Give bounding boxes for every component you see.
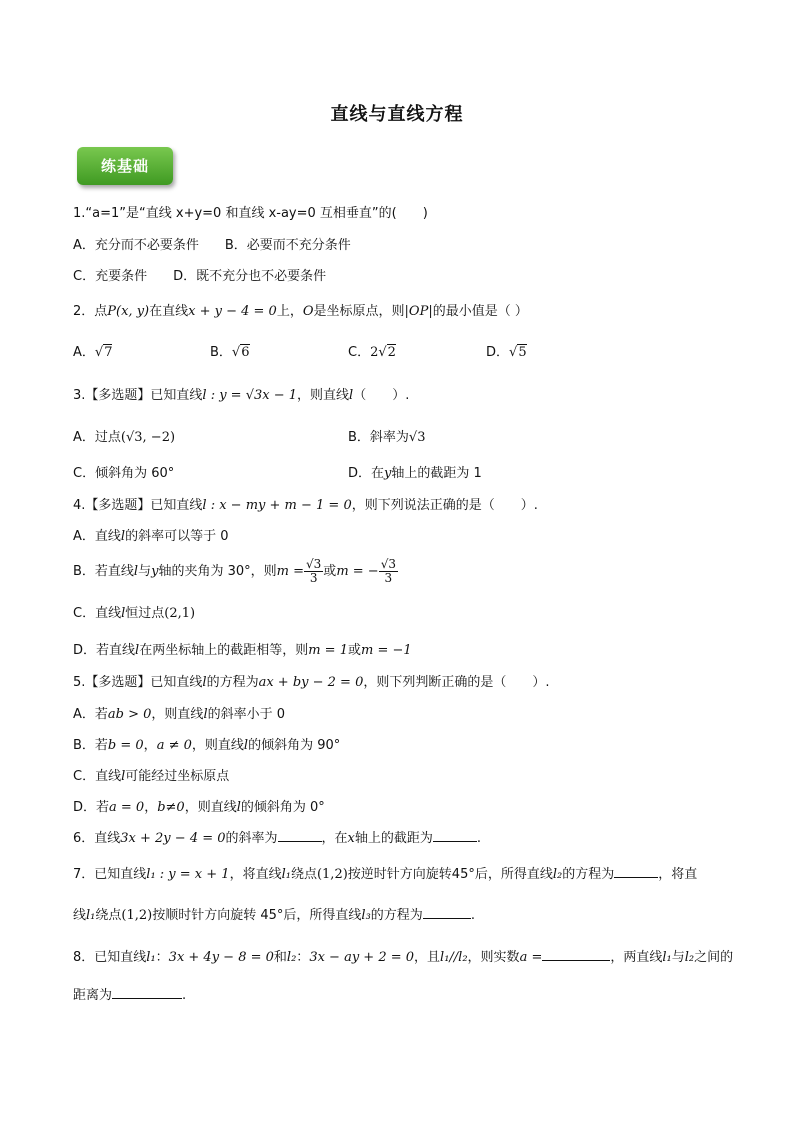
- q3-text: 3.【多选题】已知直线: [73, 388, 203, 403]
- line-symbol: l₁: [146, 950, 156, 965]
- option-text: ，则直线: [151, 707, 204, 722]
- option-value: 6: [241, 345, 250, 360]
- line-symbol: l₁: [662, 950, 672, 965]
- q7-text: 绕点: [95, 908, 122, 923]
- q2-line: x + y − 4 = 0: [188, 304, 277, 319]
- answer-blank[interactable]: [112, 998, 182, 999]
- option-text: ，: [143, 738, 157, 753]
- q3-option-d: [348, 467, 482, 480]
- q5-option-b: [73, 739, 340, 752]
- answer-blank[interactable]: [433, 841, 477, 842]
- fraction-numerator: √3: [306, 557, 322, 571]
- option-label: D．: [486, 345, 510, 360]
- condition: b≠0: [157, 800, 185, 815]
- option-text: A．若: [73, 707, 108, 722]
- q8-text: ，两直线: [610, 950, 663, 965]
- parallel-condition: l₁//l₂: [440, 950, 468, 965]
- q8-text: 和: [273, 950, 287, 965]
- q4-equation: l : x − my + m − 1 = 0: [202, 498, 352, 513]
- line-symbol: l: [120, 529, 126, 544]
- fraction-denominator: 3: [384, 571, 393, 586]
- q3-equation: l : y = √3x − 1: [202, 388, 298, 403]
- q2-option-a: A．√7: [73, 345, 113, 360]
- section-badge: 练基础: [77, 147, 173, 185]
- q4-text: 4.【多选题】已知直线: [73, 498, 203, 513]
- option-text: 或: [347, 643, 361, 658]
- q2-text: 在直线: [149, 304, 189, 319]
- line-symbol: l: [243, 738, 249, 753]
- q5-equation: ax + by − 2 = 0: [258, 675, 364, 690]
- axis-symbol: x: [347, 831, 355, 846]
- answer-blank[interactable]: [278, 841, 322, 842]
- line-symbol: l: [121, 606, 126, 621]
- q2-text: 2．点: [73, 304, 108, 319]
- q6-text: 的斜率为: [225, 831, 278, 846]
- q3-stem: [73, 389, 409, 402]
- line-symbol: l: [203, 707, 208, 722]
- q8-text: 8．已知直线: [73, 950, 147, 965]
- q8-text: 与: [671, 950, 685, 965]
- q7-text: 按顺时针方向旋转 45°后，所得直线: [152, 908, 362, 923]
- page-title: 直线与直线方程: [330, 104, 464, 125]
- option-text: ，则直线: [191, 738, 244, 753]
- q3-option-b: [348, 431, 425, 444]
- option-text: B．若: [73, 738, 108, 753]
- q7-line-2: [73, 909, 475, 922]
- line-symbol: l₂: [286, 950, 297, 965]
- q1-options-cd: C．充要条件 D．既不充分也不必要条件: [73, 269, 327, 284]
- q7-text: 按逆时针方向旋转45°后，所得直线: [347, 867, 553, 882]
- q2-option-b: B．√6: [210, 345, 250, 360]
- q7-text: 的方程为: [370, 908, 423, 923]
- option-text: D．在: [348, 466, 385, 481]
- axis-symbol: y: [384, 466, 392, 481]
- option-text: 的斜率可以等于 0: [125, 529, 229, 544]
- q6-equation: 3x + 2y − 4 = 0: [120, 831, 226, 846]
- option-text: 的斜率小于 0: [207, 707, 286, 722]
- point: (1,2): [316, 867, 348, 882]
- answer-blank[interactable]: [423, 918, 471, 919]
- line-symbol: l: [133, 564, 139, 580]
- line-symbol: l₁: [86, 908, 96, 923]
- q3-text: （ ）.: [353, 388, 410, 403]
- q8-text: ：: [155, 950, 169, 965]
- option-point: (√3, −2): [120, 430, 176, 445]
- axis-symbol: y: [151, 564, 159, 580]
- q2-text: 是坐标原点，则: [313, 304, 405, 319]
- option-text: ，则直线: [184, 800, 237, 815]
- q6-text: 6．直线: [73, 831, 121, 846]
- option-text: 轴的夹角为 30°，则: [158, 564, 277, 580]
- q4-option-c: [73, 607, 195, 620]
- line-symbol: l₂: [552, 867, 563, 882]
- m-value: m = 1: [308, 643, 348, 658]
- q4-option-b: [73, 558, 398, 585]
- q7-text: 的方程为: [562, 867, 615, 882]
- q7-text: .: [470, 908, 475, 923]
- q8-text: 距离为: [73, 988, 113, 1003]
- fraction: [379, 558, 398, 585]
- q6-text: ，在: [321, 831, 348, 846]
- q2-point: P(x, y): [107, 304, 150, 319]
- q8-text: ，则实数: [467, 950, 520, 965]
- q2-distance: |OP|: [404, 304, 433, 319]
- q6-stem: [73, 832, 481, 845]
- q8-equation: 3x + 4y − 8 = 0: [168, 950, 274, 965]
- option-text: C．直线: [73, 606, 122, 621]
- line-symbol: l: [236, 800, 241, 815]
- q7-text: 7．已知直线: [73, 867, 147, 882]
- q4-stem: [73, 499, 538, 512]
- option-text: B．斜率为: [348, 430, 409, 445]
- line-symbol: l₂: [684, 950, 695, 965]
- condition: ab > 0: [107, 707, 152, 722]
- q2-origin: O: [302, 304, 314, 319]
- q8-equation: 3x − ay + 2 = 0: [309, 950, 415, 965]
- q7-text: 绕点: [290, 867, 317, 882]
- option-value: 7: [104, 345, 113, 360]
- option-text: A．过点: [73, 430, 121, 445]
- q5-text: ，则下列判断正确的是（ ）.: [363, 675, 550, 690]
- option-label: B．: [210, 345, 232, 360]
- q8-text: 之间的: [694, 950, 734, 965]
- q8-text: .: [182, 988, 187, 1003]
- q5-text: 的方程为: [206, 675, 259, 690]
- q3-option-c: C．倾斜角为 60°: [73, 466, 175, 481]
- option-text: A．直线: [73, 529, 121, 544]
- q3-line-symbol: l: [349, 388, 354, 403]
- m-value: m = −1: [360, 643, 412, 658]
- fraction-denominator: 3: [309, 571, 318, 586]
- line-symbol: l₁: [281, 867, 291, 882]
- option-text: 轴上的截距为 1: [391, 466, 482, 481]
- option-text: C．直线: [73, 769, 122, 784]
- option-text: 恒过点: [125, 606, 165, 621]
- q5-option-a: [73, 708, 285, 721]
- q2-text: 的最小值是（ ）: [432, 304, 528, 319]
- q2-option-c: C．2√2: [348, 345, 396, 360]
- option-text: 的倾斜角为 0°: [240, 800, 325, 815]
- option-text: D．若直线: [73, 643, 136, 658]
- line-symbol: l₃: [361, 908, 371, 923]
- line-symbol: l: [135, 643, 140, 658]
- condition: a ≠ 0: [156, 738, 192, 753]
- option-text: B．若直线: [73, 564, 134, 580]
- option-coef: 2: [370, 345, 379, 360]
- option-text: ，: [144, 800, 158, 815]
- q1-stem: 1.“a=1”是“直线 x+y=0 和直线 x-ay=0 互相垂直”的( ): [73, 206, 428, 221]
- option-label: C．: [348, 345, 371, 360]
- point: (2,1): [164, 606, 196, 621]
- line-symbol: l: [202, 675, 207, 690]
- q4-text: ，则下列说法正确的是（ ）.: [351, 498, 538, 513]
- q4-option-d: [73, 644, 412, 657]
- q1-options-ab: A．充分而不必要条件 B．必要而不充分条件: [73, 238, 351, 253]
- q5-text: 5.【多选题】已知直线: [73, 675, 203, 690]
- q3-text: ，则直线: [297, 388, 350, 403]
- q7-text: 线: [73, 908, 87, 923]
- q7-line-1: [73, 868, 697, 881]
- m-equals: m =: [276, 564, 305, 580]
- answer-blank[interactable]: [614, 877, 658, 878]
- q6-text: .: [476, 831, 482, 846]
- point: (1,2): [121, 908, 153, 923]
- q2-text: 上，: [276, 304, 303, 319]
- q8-text: ：: [296, 950, 310, 965]
- q7-equation: l₁ : y = x + 1: [146, 867, 230, 882]
- condition: a = 0: [109, 800, 145, 815]
- q5-option-d: [73, 801, 325, 814]
- a-equals: a =: [519, 950, 543, 965]
- q2-stem: [73, 305, 528, 318]
- option-value: √3: [408, 430, 426, 445]
- option-text: D．若: [73, 800, 110, 815]
- answer-blank[interactable]: [542, 960, 610, 961]
- option-label: A．: [73, 345, 95, 360]
- q6-text: 轴上的截距为: [354, 831, 433, 846]
- q8-text: ，且: [414, 950, 441, 965]
- option-text: 的倾斜角为 90°: [248, 738, 341, 753]
- q5-stem: [73, 676, 550, 689]
- fraction: [304, 558, 323, 585]
- q8-line-1: [73, 951, 733, 964]
- q8-line-2: [73, 989, 186, 1002]
- q7-text: ，将直: [658, 867, 698, 882]
- condition: b = 0: [107, 738, 144, 753]
- q2-option-d: D．√5: [486, 345, 527, 360]
- option-text: 或: [323, 564, 337, 580]
- q4-option-a: [73, 530, 228, 543]
- q5-option-c: [73, 770, 229, 783]
- option-text: 在两坐标轴上的截距相等，则: [139, 643, 309, 658]
- option-value: 5: [518, 345, 527, 360]
- fraction-numerator: √3: [380, 557, 396, 571]
- option-text: 可能经过坐标原点: [125, 769, 230, 784]
- line-symbol: l: [121, 769, 126, 784]
- q3-option-a: [73, 431, 175, 444]
- m-equals: m = −: [336, 564, 379, 580]
- q7-text: ，将直线: [229, 867, 282, 882]
- option-value: 2: [387, 345, 396, 360]
- option-text: 与: [138, 564, 152, 580]
